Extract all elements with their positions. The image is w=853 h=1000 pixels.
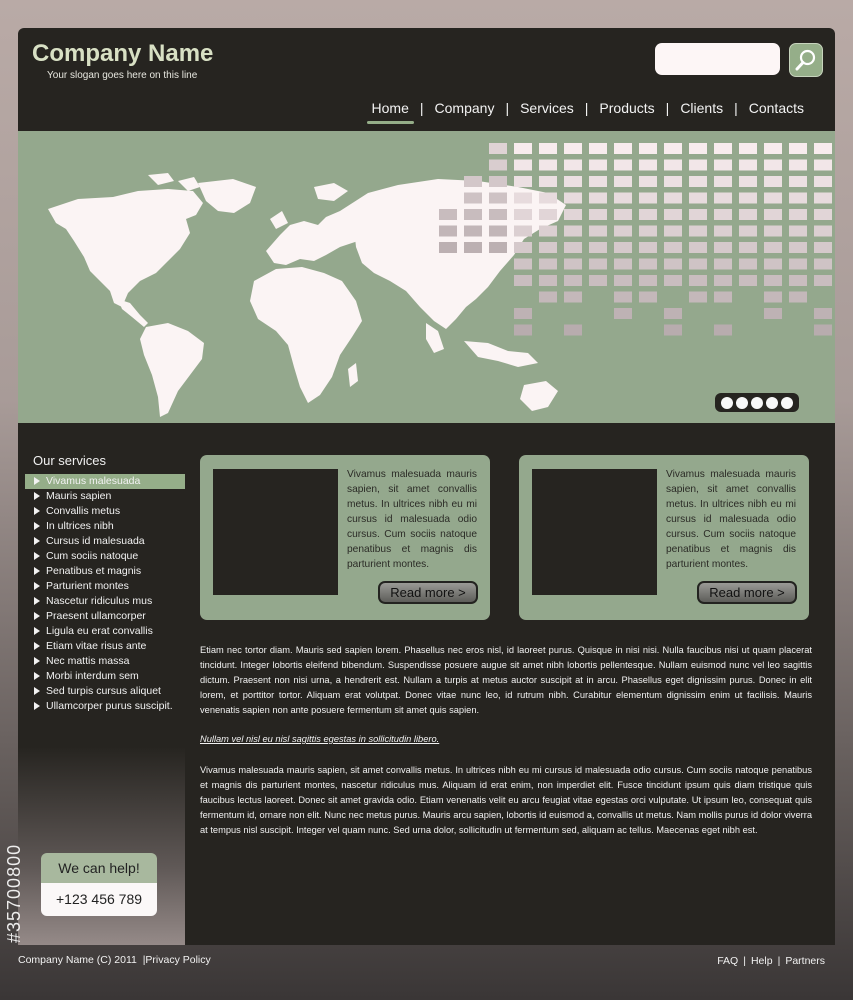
pixel-square xyxy=(564,242,582,253)
pixel-square xyxy=(639,242,657,253)
pixel-square xyxy=(664,143,682,154)
sidebar-item[interactable] xyxy=(25,534,185,549)
triangle-bullet-icon xyxy=(34,657,40,665)
pixel-square xyxy=(764,160,782,171)
pixel-square xyxy=(489,226,507,237)
triangle-bullet-icon xyxy=(34,627,40,635)
pixel-square xyxy=(814,143,832,154)
main-nav xyxy=(361,100,815,116)
pixel-square xyxy=(814,275,832,286)
pixel-square xyxy=(714,275,732,286)
sidebar-item-label: Praesent ullamcorper xyxy=(46,610,146,622)
pixel-square xyxy=(689,259,707,270)
pixel-square xyxy=(539,242,557,253)
pixel-square xyxy=(589,209,607,220)
slider-dot[interactable] xyxy=(736,397,748,409)
pixel-square xyxy=(789,209,807,220)
sidebar-item-label: Mauris sapien xyxy=(46,490,112,502)
pixel-square xyxy=(739,242,757,253)
sidebar-item-label: Sed turpis cursus aliquet xyxy=(46,685,161,697)
sidebar-item-label: Penatibus et magnis xyxy=(46,565,142,577)
pixel-square xyxy=(489,209,507,220)
pixel-square xyxy=(589,275,607,286)
pixel-square xyxy=(639,292,657,303)
triangle-bullet-icon xyxy=(34,492,40,500)
read-more-button[interactable]: Read more > xyxy=(378,581,478,604)
pixel-square xyxy=(714,226,732,237)
pixel-square xyxy=(739,160,757,171)
pixel-square xyxy=(764,193,782,204)
pixel-square xyxy=(664,325,682,336)
pixel-square xyxy=(639,275,657,286)
sidebar-item[interactable] xyxy=(25,489,185,504)
pixel-square xyxy=(764,226,782,237)
pixel-square xyxy=(664,308,682,319)
pixel-square xyxy=(789,160,807,171)
sidebar-item[interactable] xyxy=(25,624,185,639)
slider-dots xyxy=(715,393,799,412)
triangle-bullet-icon xyxy=(34,552,40,560)
pixel-square xyxy=(764,209,782,220)
pixel-square xyxy=(814,325,832,336)
pixel-square xyxy=(689,160,707,171)
pixel-square xyxy=(714,259,732,270)
company-name[interactable]: Company Name xyxy=(32,40,214,67)
pixel-square xyxy=(689,292,707,303)
pixel-square xyxy=(764,143,782,154)
pixel-square xyxy=(464,193,482,204)
pixel-square xyxy=(614,259,632,270)
pixel-square xyxy=(689,176,707,187)
content-paragraph: Vivamus malesuada mauris sapien, sit amet convallis metus. In ultrices nibh eu mi cursus id malesuada odio cursus. Cum sociis natoque penatibus et magnis dis parturient montes, nascetur ridiculus mus. Aliquam id erat enim, non imperdiet elit. Fusce tincidunt ipsum quis diam tristique quis faucibus lectus laoreet. Donec sit amet gravida odio. Etiam venenatis velit eu arcu feugiat vitae egestas orci vulputate. Ut ipsum leo, consequat quis fermentum id, ornare non elit. Nunc nec metus purus. Mauris arcu sapien, lobortis id euismod a, convallis ut metus. Nam mollis purus id dolor viverra at tempus nisl suscipit. Integer vel quam nunc. Sed urna dolor, sollicitudin ut fermentum sed, aliquam ac tellus. Maecenas eget nibh est. xyxy=(200,765,812,835)
sidebar-title: Our services xyxy=(33,453,106,468)
pixel-square xyxy=(514,226,532,237)
slider-dot[interactable] xyxy=(721,397,733,409)
pixel-square xyxy=(739,275,757,286)
sidebar-item[interactable] xyxy=(25,609,185,624)
pixel-square xyxy=(514,308,532,319)
pixel-square xyxy=(639,193,657,204)
pixel-square xyxy=(589,259,607,270)
read-more-button[interactable]: Read more > xyxy=(697,581,797,604)
content-link[interactable]: Nullam vel nisl eu nisl sagittis egestas in sollicitudin libero. xyxy=(200,734,440,744)
pixel-square xyxy=(789,259,807,270)
slogan: Your slogan goes here on this line xyxy=(47,70,198,81)
pixel-square xyxy=(539,160,557,171)
pixel-square xyxy=(714,209,732,220)
nav-home[interactable]: Home xyxy=(361,100,420,116)
pixel-square xyxy=(464,242,482,253)
pixel-square xyxy=(539,292,557,303)
pixel-square xyxy=(689,209,707,220)
sidebar-item-label: Cum sociis natoque xyxy=(46,550,139,562)
pixel-square xyxy=(514,176,532,187)
pixel-square xyxy=(589,193,607,204)
pixel-square xyxy=(564,143,582,154)
pixel-square xyxy=(789,275,807,286)
pixel-square xyxy=(539,259,557,270)
pixel-square xyxy=(614,209,632,220)
triangle-bullet-icon xyxy=(34,612,40,620)
sidebar-item-label: Vivamus malesuada xyxy=(46,475,141,487)
pixel-square xyxy=(739,209,757,220)
pixel-square xyxy=(589,143,607,154)
pixel-square xyxy=(714,292,732,303)
pixel-square xyxy=(614,242,632,253)
sidebar-item-label: Morbi interdum sem xyxy=(46,670,139,682)
sidebar-item[interactable] xyxy=(25,579,185,594)
triangle-bullet-icon xyxy=(34,522,40,530)
hero-banner xyxy=(18,131,835,423)
sidebar-item[interactable] xyxy=(25,504,185,519)
pixel-square xyxy=(689,143,707,154)
footer-separator: | xyxy=(743,955,746,967)
footer-link-help[interactable]: Help xyxy=(750,955,773,967)
pixel-square xyxy=(664,226,682,237)
sidebar-item[interactable] xyxy=(25,519,185,534)
pixel-square xyxy=(739,259,757,270)
pixel-square xyxy=(589,242,607,253)
sidebar-item[interactable] xyxy=(25,549,185,564)
pixel-square xyxy=(814,193,832,204)
pixel-square xyxy=(689,275,707,286)
pixel-square xyxy=(764,242,782,253)
pixel-square xyxy=(664,275,682,286)
triangle-bullet-icon xyxy=(34,537,40,545)
pixel-square xyxy=(739,143,757,154)
feature-card xyxy=(200,455,490,620)
nav-separator: | xyxy=(419,100,424,116)
magnifier-icon xyxy=(795,49,817,71)
nav-separator: | xyxy=(734,100,738,116)
slider-dot[interactable] xyxy=(751,397,763,409)
pixel-square xyxy=(714,160,732,171)
pixel-square xyxy=(739,193,757,204)
pixel-square xyxy=(789,143,807,154)
nav-company[interactable]: Company xyxy=(434,100,495,116)
pixel-square xyxy=(614,308,632,319)
triangle-bullet-icon xyxy=(34,567,40,575)
pixel-square xyxy=(464,226,482,237)
help-title: We can help! xyxy=(41,853,157,883)
footer-separator: | xyxy=(777,955,781,967)
pixel-square xyxy=(689,242,707,253)
page-frame xyxy=(18,28,835,945)
pixel-square xyxy=(814,209,832,220)
pixel-square xyxy=(564,325,582,336)
pixel-square xyxy=(564,209,582,220)
pixel-square xyxy=(639,209,657,220)
content-paragraph: Etiam nec tortor diam. Mauris sed sapien lorem. Phasellus nec eros nisl, id laoreet purus. Quisque in nisi nisi. Nulla faucibus nisi ut quam placerat tincidunt. Integer lobortis eleifend bibendum. Suspendisse posuere augue sit amet nibh lobortis pellentesque. Nullam euismod nunc vel leo sagittis dictum. Praesent non nisi urna, a hendrerit est. Nullam a turpis at metus auctor suscipit at in arcu. Phasellus eget dignissim purus. Donec in elit lorem, et porttitor tortor. Aliquam erat volutpat. Donec vitae nunc leo, id rutrum nibh. Curabitur elementum dignissim enim ut facilisis. Mauris venenatis sapien non ante posuere fermentum sit amet quis sapien. xyxy=(200,645,812,715)
triangle-bullet-icon xyxy=(34,687,40,695)
nav-products[interactable]: Products xyxy=(599,100,655,116)
sidebar-item[interactable] xyxy=(25,564,185,579)
pixel-square xyxy=(464,209,482,220)
pixel-square xyxy=(489,143,507,154)
nav-clients[interactable]: Clients xyxy=(680,100,724,116)
sidebar-item[interactable] xyxy=(25,669,185,684)
sidebar-item-label: Etiam vitae risus ante xyxy=(46,640,147,652)
pixel-square xyxy=(639,143,657,154)
pixel-square xyxy=(764,292,782,303)
footer-links xyxy=(717,955,825,967)
pixel-square xyxy=(614,193,632,204)
triangle-bullet-icon xyxy=(34,597,40,605)
pixel-square xyxy=(639,176,657,187)
stock-id-watermark: #35700800 xyxy=(4,843,24,943)
help-phone[interactable]: +123 456 789 xyxy=(41,883,157,916)
pixel-square xyxy=(539,193,557,204)
pixel-grid-decoration xyxy=(18,131,835,423)
pixel-square xyxy=(564,275,582,286)
pixel-square xyxy=(439,226,457,237)
pixel-square xyxy=(539,143,557,154)
pixel-square xyxy=(614,292,632,303)
footer-link-partners[interactable]: Partners xyxy=(785,955,825,967)
pixel-square xyxy=(489,242,507,253)
triangle-bullet-icon xyxy=(34,672,40,680)
sidebar-item[interactable] xyxy=(25,654,185,669)
sidebar-item[interactable] xyxy=(25,699,185,714)
pixel-square xyxy=(514,160,532,171)
sidebar-item-label: Ullamcorper purus suscipit. xyxy=(46,700,173,712)
triangle-bullet-icon xyxy=(34,702,40,710)
pixel-square xyxy=(564,160,582,171)
slider-dot[interactable] xyxy=(781,397,793,409)
footer-privacy-link[interactable]: Privacy Policy xyxy=(145,954,211,966)
slider-dot[interactable] xyxy=(766,397,778,409)
sidebar xyxy=(18,423,185,945)
pixel-square xyxy=(514,275,532,286)
card-text: Vivamus malesuada mauris sapien, sit amet convallis metus. In ultrices nibh eu mi cursus id malesuada odio cursus. Cum sociis natoque penatibus et magnis dis parturient montes. xyxy=(347,469,477,570)
pixel-square xyxy=(664,209,682,220)
sidebar-item-label: Nascetur ridiculus mus xyxy=(46,595,153,607)
pixel-square xyxy=(789,193,807,204)
pixel-square xyxy=(614,143,632,154)
triangle-bullet-icon xyxy=(34,507,40,515)
help-box[interactable] xyxy=(41,853,157,916)
pixel-square xyxy=(564,176,582,187)
card-thumbnail xyxy=(532,469,657,595)
pixel-square xyxy=(614,275,632,286)
card-thumbnail xyxy=(213,469,338,595)
nav-separator: | xyxy=(584,100,589,116)
pixel-square xyxy=(464,176,482,187)
pixel-square xyxy=(814,308,832,319)
sidebar-item[interactable] xyxy=(25,639,185,654)
pixel-square xyxy=(564,259,582,270)
sidebar-item[interactable] xyxy=(25,594,185,609)
pixel-square xyxy=(664,242,682,253)
pixel-square xyxy=(664,160,682,171)
pixel-square xyxy=(664,259,682,270)
sidebar-item-label: Cursus id malesuada xyxy=(46,535,145,547)
pixel-square xyxy=(514,259,532,270)
pixel-square xyxy=(814,242,832,253)
pixel-square xyxy=(489,193,507,204)
pixel-square xyxy=(539,275,557,286)
pixel-square xyxy=(639,226,657,237)
pixel-square xyxy=(614,226,632,237)
search-input[interactable] xyxy=(655,43,780,75)
search-button[interactable] xyxy=(789,43,823,77)
pixel-square xyxy=(614,160,632,171)
pixel-square xyxy=(714,143,732,154)
pixel-square xyxy=(564,193,582,204)
sidebar-item-label: Nec mattis massa xyxy=(46,655,130,667)
pixel-square xyxy=(714,242,732,253)
pixel-square xyxy=(439,242,457,253)
nav-contacts[interactable]: Contacts xyxy=(748,100,804,116)
pixel-square xyxy=(814,226,832,237)
sidebar-item-label: Ligula eu erat convallis xyxy=(46,625,153,637)
pixel-square xyxy=(739,226,757,237)
pixel-square xyxy=(764,275,782,286)
pixel-square xyxy=(764,308,782,319)
pixel-square xyxy=(539,226,557,237)
pixel-square xyxy=(664,176,682,187)
nav-separator: | xyxy=(665,100,670,116)
pixel-square xyxy=(789,242,807,253)
pixel-square xyxy=(689,226,707,237)
triangle-bullet-icon xyxy=(34,582,40,590)
pixel-square xyxy=(789,226,807,237)
pixel-square xyxy=(514,242,532,253)
pixel-square xyxy=(614,176,632,187)
card-text: Vivamus malesuada mauris sapien, sit amet convallis metus. In ultrices nibh eu mi cursus id malesuada odio cursus. Cum sociis natoque penatibus et magnis dis parturient montes. xyxy=(666,469,796,570)
pixel-square xyxy=(689,193,707,204)
nav-services[interactable]: Services xyxy=(520,100,574,116)
sidebar-item[interactable] xyxy=(25,684,185,699)
pixel-square xyxy=(439,209,457,220)
pixel-square xyxy=(789,176,807,187)
pixel-square xyxy=(714,176,732,187)
pixel-square xyxy=(814,259,832,270)
pixel-square xyxy=(564,292,582,303)
pixel-square xyxy=(589,176,607,187)
pixel-square xyxy=(514,209,532,220)
pixel-square xyxy=(514,143,532,154)
pixel-square xyxy=(539,209,557,220)
pixel-square xyxy=(764,259,782,270)
feature-card xyxy=(519,455,809,620)
pixel-square xyxy=(489,176,507,187)
pixel-square xyxy=(714,325,732,336)
pixel-square xyxy=(539,176,557,187)
nav-separator: | xyxy=(505,100,510,116)
pixel-square xyxy=(739,176,757,187)
pixel-square xyxy=(664,193,682,204)
triangle-bullet-icon xyxy=(34,642,40,650)
sidebar-item[interactable] xyxy=(25,474,185,489)
pixel-square xyxy=(589,160,607,171)
sidebar-item-label: Convallis metus xyxy=(46,505,121,517)
pixel-square xyxy=(514,325,532,336)
pixel-square xyxy=(639,160,657,171)
pixel-square xyxy=(639,259,657,270)
triangle-bullet-icon xyxy=(34,477,40,485)
pixel-square xyxy=(764,176,782,187)
pixel-square xyxy=(814,160,832,171)
pixel-square xyxy=(514,193,532,204)
pixel-square xyxy=(489,160,507,171)
pixel-square xyxy=(714,193,732,204)
pixel-square xyxy=(789,292,807,303)
sidebar-item-label: Parturient montes xyxy=(46,580,129,592)
footer-copyright: Company Name (C) 2011 xyxy=(18,954,137,966)
footer-link-faq[interactable]: FAQ xyxy=(717,955,739,967)
pixel-square xyxy=(564,226,582,237)
sidebar-item-label: In ultrices nibh xyxy=(46,520,114,532)
footer-left: Company Name (C) 2011 |Privacy Policy xyxy=(18,954,211,966)
services-list xyxy=(25,474,185,714)
pixel-square xyxy=(814,176,832,187)
pixel-square xyxy=(589,226,607,237)
